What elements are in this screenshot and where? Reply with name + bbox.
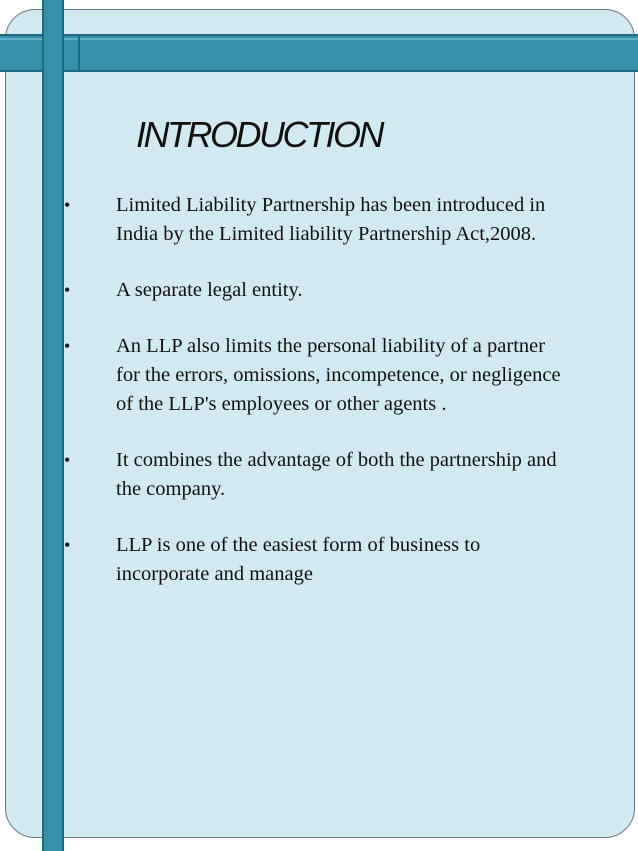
horizontal-accent-line bbox=[0, 38, 638, 40]
vertical-accent-bar bbox=[42, 0, 64, 851]
bullet-text bbox=[116, 191, 632, 249]
bullet-icon: • bbox=[64, 195, 71, 215]
bullet-item bbox=[62, 531, 632, 589]
bullet-icon: • bbox=[64, 450, 71, 470]
bullet-line: the company. bbox=[116, 478, 226, 500]
bullet-text bbox=[116, 446, 632, 504]
bullet-item bbox=[62, 332, 632, 419]
bullet-line: Limited Liability Partnership has been introduced in bbox=[116, 194, 546, 216]
bullet-text bbox=[116, 531, 632, 589]
bar-intersection-mark bbox=[62, 34, 80, 72]
bullet-line: An LLP also limits the personal liability of a partner bbox=[116, 335, 546, 357]
bullet-line: India by the Limited liability Partnership Act,2008. bbox=[116, 223, 537, 245]
bullet-line: It combines the advantage of both the partnership and bbox=[116, 449, 557, 471]
bullet-text bbox=[116, 276, 632, 305]
bullet-line: A separate legal entity. bbox=[116, 279, 303, 301]
bullet-text bbox=[116, 332, 632, 419]
bullet-line: LLP is one of the easiest form of business to bbox=[116, 534, 481, 556]
bullet-item bbox=[62, 276, 632, 305]
bullet-line: for the errors, omissions, incompetence, or negligence bbox=[116, 364, 561, 386]
bullet-icon: • bbox=[64, 336, 71, 356]
bullet-line: incorporate and manage bbox=[116, 563, 313, 585]
slide-title: INTRODUCTION bbox=[136, 114, 382, 155]
bullet-icon: • bbox=[64, 280, 71, 300]
bullet-icon: • bbox=[64, 535, 71, 555]
bullet-item bbox=[62, 191, 632, 249]
bullet-list bbox=[62, 191, 632, 616]
bullet-line: of the LLP's employees or other agents . bbox=[116, 393, 447, 415]
bullet-item bbox=[62, 446, 632, 504]
